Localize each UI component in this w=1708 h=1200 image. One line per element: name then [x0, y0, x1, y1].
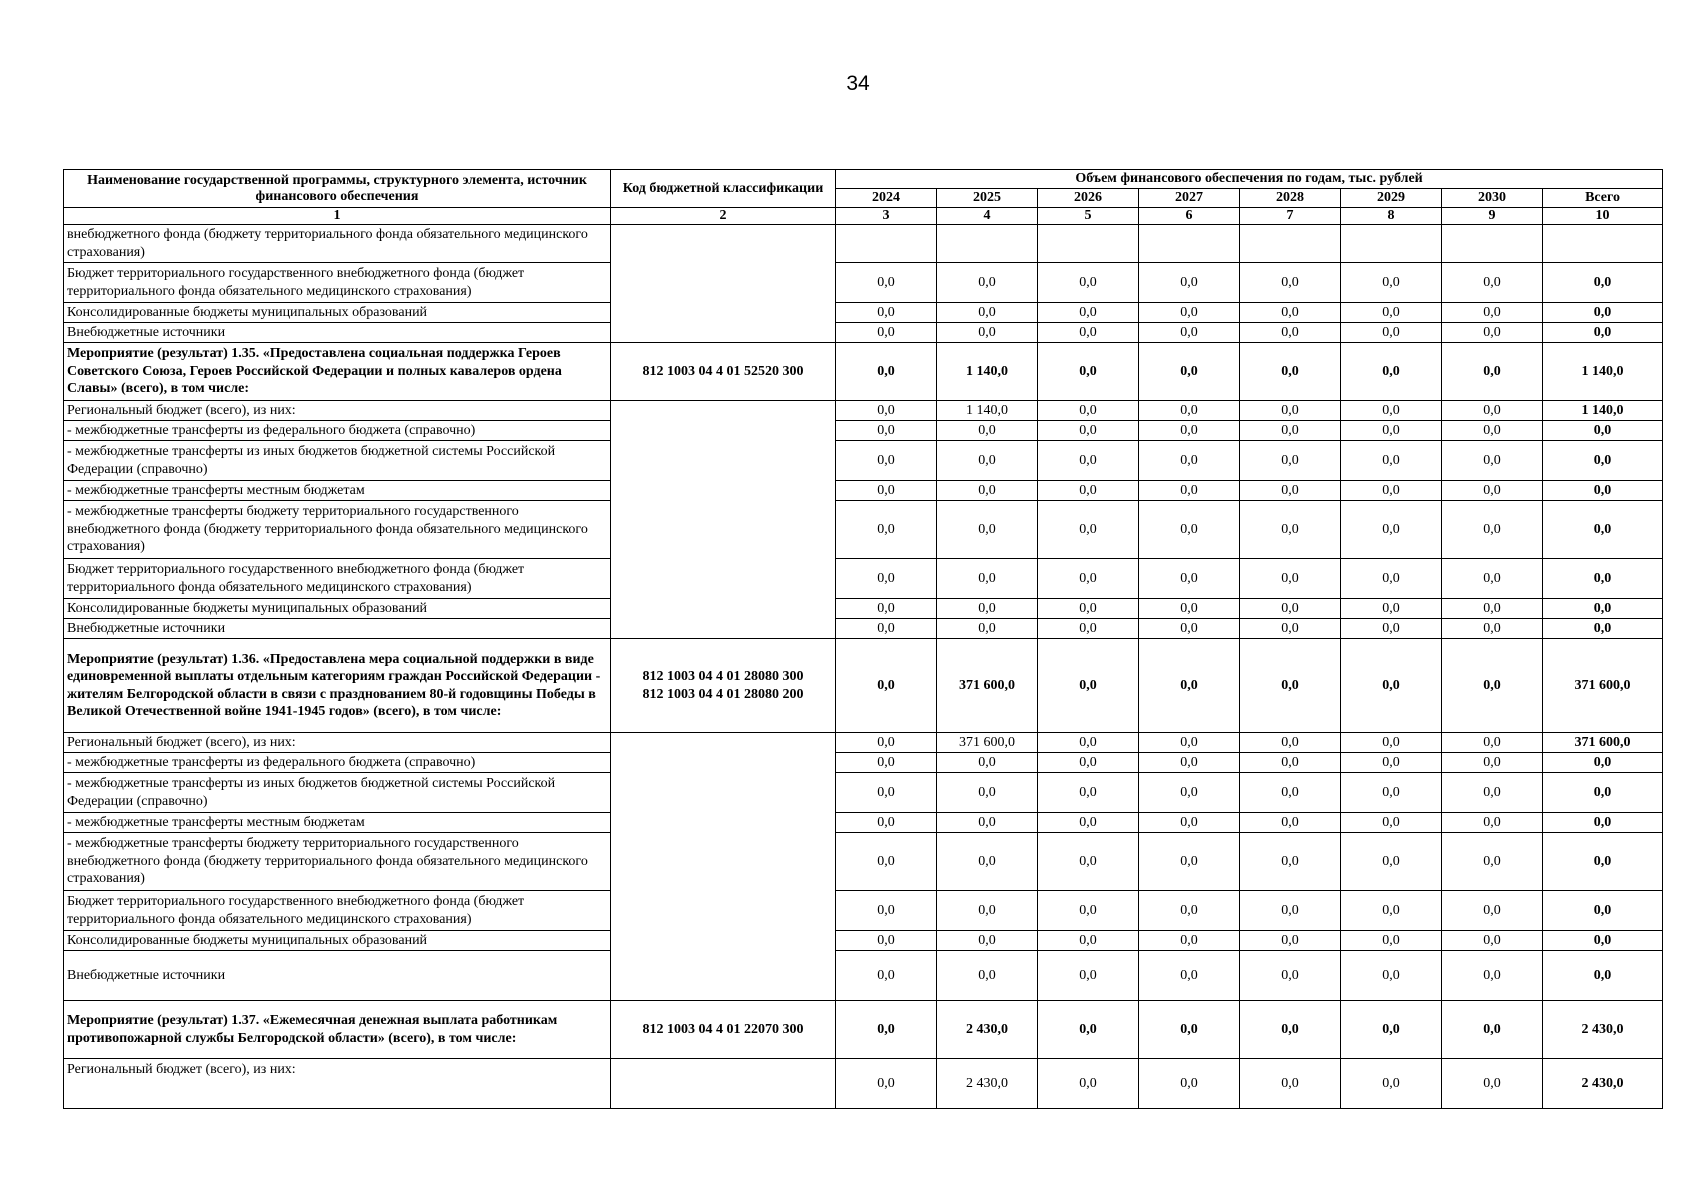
year-value-cell: 0,0	[1139, 323, 1240, 343]
year-value-cell: 0,0	[1038, 813, 1139, 833]
year-value-cell: 0,0	[836, 619, 937, 639]
year-value-cell: 0,0	[1341, 639, 1442, 733]
table-row	[64, 733, 1663, 753]
year-value-cell: 0,0	[1240, 263, 1341, 303]
year-value-cell: 0,0	[1139, 441, 1240, 481]
year-value-cell: 0,0	[937, 323, 1038, 343]
financing-table	[63, 169, 1663, 1109]
header-year: 2028	[1240, 189, 1341, 208]
year-value-cell: 0,0	[1240, 931, 1341, 951]
year-value-cell: 0,0	[836, 733, 937, 753]
source-name-cell: Консолидированные бюджеты муниципальных образований	[64, 303, 611, 323]
total-value-cell: 0,0	[1543, 559, 1663, 599]
year-value-cell: 2 430,0	[937, 1059, 1038, 1109]
year-value-cell: 0,0	[1240, 773, 1341, 813]
year-value-cell: 0,0	[1038, 599, 1139, 619]
column-number: 4	[937, 208, 1038, 225]
year-value-cell: 0,0	[1341, 421, 1442, 441]
total-value-cell: 0,0	[1543, 891, 1663, 931]
total-value-cell: 0,0	[1543, 501, 1663, 559]
year-value-cell: 0,0	[1341, 891, 1442, 931]
year-value-cell: 0,0	[1038, 773, 1139, 813]
year-value-cell: 0,0	[1341, 619, 1442, 639]
event-row	[64, 639, 1663, 733]
total-value-cell: 1 140,0	[1543, 343, 1663, 401]
year-value-cell: 0,0	[1240, 813, 1341, 833]
year-value-cell: 0,0	[836, 263, 937, 303]
year-value-cell: 0,0	[1038, 303, 1139, 323]
year-value-cell: 0,0	[1139, 891, 1240, 931]
year-value-cell: 0,0	[937, 481, 1038, 501]
source-name-cell: - межбюджетные трансферты из федерального бюджета (справочно)	[64, 753, 611, 773]
year-value-cell: 0,0	[937, 263, 1038, 303]
total-value-cell: 371 600,0	[1543, 639, 1663, 733]
table-row	[64, 501, 1663, 559]
column-number: 2	[611, 208, 836, 225]
budget-code-cell-empty	[611, 225, 836, 343]
year-value-cell	[1139, 225, 1240, 263]
column-number: 3	[836, 208, 937, 225]
year-value-cell: 0,0	[836, 753, 937, 773]
year-value-cell: 0,0	[1240, 1059, 1341, 1109]
budget-code-cell-empty	[611, 401, 836, 639]
year-value-cell: 0,0	[937, 599, 1038, 619]
table-row	[64, 401, 1663, 421]
source-name-cell: Бюджет территориального государственного внебюджетного фонда (бюджет территориального фонда обязательного медицинского страхования)	[64, 891, 611, 931]
year-value-cell: 0,0	[937, 931, 1038, 951]
year-value-cell: 0,0	[1341, 931, 1442, 951]
column-number: 9	[1442, 208, 1543, 225]
total-value-cell	[1543, 225, 1663, 263]
total-value-cell: 0,0	[1543, 303, 1663, 323]
year-value-cell: 0,0	[1442, 833, 1543, 891]
year-value-cell: 0,0	[1341, 951, 1442, 1001]
event-name-cell: Мероприятие (результат) 1.35. «Предоставлена социальная поддержка Героев Советского Союза, Героев Российской Федерации и полных кавалеров ордена Славы» (всего), в том числе:	[64, 343, 611, 401]
year-value-cell: 0,0	[1240, 343, 1341, 401]
year-value-cell: 0,0	[1442, 951, 1543, 1001]
year-value-cell: 0,0	[937, 773, 1038, 813]
budget-code-cell: 812 1003 04 4 01 52520 300	[611, 343, 836, 401]
year-value-cell	[1240, 225, 1341, 263]
header-year: 2030	[1442, 189, 1543, 208]
header-year: 2029	[1341, 189, 1442, 208]
year-value-cell: 0,0	[836, 343, 937, 401]
header-volume-column: Объем финансового обеспечения по годам, тыс. рублей	[836, 170, 1663, 189]
year-value-cell: 0,0	[1038, 733, 1139, 753]
year-value-cell: 0,0	[1442, 753, 1543, 773]
year-value-cell: 0,0	[1139, 263, 1240, 303]
total-value-cell: 0,0	[1543, 421, 1663, 441]
column-number: 8	[1341, 208, 1442, 225]
source-name-cell: Региональный бюджет (всего), из них:	[64, 401, 611, 421]
source-name-cell: Региональный бюджет (всего), из них:	[64, 733, 611, 753]
year-value-cell: 0,0	[836, 599, 937, 619]
source-name-cell: Консолидированные бюджеты муниципальных образований	[64, 599, 611, 619]
year-value-cell: 0,0	[1341, 1001, 1442, 1059]
table-row	[64, 559, 1663, 599]
year-value-cell: 0,0	[1240, 441, 1341, 481]
header-year: 2027	[1139, 189, 1240, 208]
year-value-cell: 0,0	[836, 833, 937, 891]
year-value-cell: 0,0	[1341, 481, 1442, 501]
total-value-cell: 0,0	[1543, 599, 1663, 619]
year-value-cell: 0,0	[1139, 303, 1240, 323]
year-value-cell: 0,0	[937, 833, 1038, 891]
year-value-cell: 0,0	[1240, 619, 1341, 639]
year-value-cell: 0,0	[1240, 639, 1341, 733]
source-name-cell: - межбюджетные трансферты из иных бюджетов бюджетной системы Российской Федерации (справочно)	[64, 441, 611, 481]
table-row	[64, 421, 1663, 441]
year-value-cell: 0,0	[1038, 481, 1139, 501]
year-value-cell: 0,0	[1341, 833, 1442, 891]
source-name-cell: - межбюджетные трансферты из иных бюджетов бюджетной системы Российской Федерации (справочно)	[64, 773, 611, 813]
column-number: 5	[1038, 208, 1139, 225]
year-value-cell: 0,0	[1038, 639, 1139, 733]
year-value-cell: 0,0	[836, 773, 937, 813]
source-name-cell: Бюджет территориального государственного внебюджетного фонда (бюджет территориального фонда обязательного медицинского страхования)	[64, 263, 611, 303]
year-value-cell: 0,0	[937, 813, 1038, 833]
year-value-cell: 0,0	[836, 951, 937, 1001]
year-value-cell: 0,0	[1341, 813, 1442, 833]
table-row	[64, 951, 1663, 1001]
year-value-cell: 0,0	[836, 639, 937, 733]
year-value-cell: 0,0	[1038, 1059, 1139, 1109]
header-code-column: Код бюджетной классификации	[611, 170, 836, 208]
event-name-cell: Мероприятие (результат) 1.37. «Ежемесячная денежная выплата работникам противопожарной службы Белгородской области» (всего), в том числе:	[64, 1001, 611, 1059]
table-row	[64, 225, 1663, 263]
year-value-cell: 0,0	[1240, 833, 1341, 891]
year-value-cell: 0,0	[1442, 501, 1543, 559]
year-value-cell: 0,0	[1038, 951, 1139, 1001]
source-name-cell: - межбюджетные трансферты бюджету территориального государственного внебюджетного фонда (бюджету территориального фонда обязательного медицинского страхования)	[64, 833, 611, 891]
table-row	[64, 599, 1663, 619]
year-value-cell: 0,0	[1240, 481, 1341, 501]
year-value-cell: 0,0	[1240, 733, 1341, 753]
year-value-cell: 0,0	[1341, 753, 1442, 773]
year-value-cell: 0,0	[1139, 599, 1240, 619]
year-value-cell: 0,0	[1139, 343, 1240, 401]
table-row	[64, 813, 1663, 833]
total-value-cell: 0,0	[1543, 753, 1663, 773]
year-value-cell	[836, 225, 937, 263]
year-value-cell: 0,0	[1240, 421, 1341, 441]
total-value-cell: 0,0	[1543, 441, 1663, 481]
year-value-cell: 0,0	[1038, 263, 1139, 303]
year-value-cell: 0,0	[1038, 931, 1139, 951]
source-name-cell: Консолидированные бюджеты муниципальных образований	[64, 931, 611, 951]
year-value-cell: 0,0	[1139, 481, 1240, 501]
year-value-cell: 0,0	[1240, 599, 1341, 619]
year-value-cell: 0,0	[1240, 303, 1341, 323]
year-value-cell: 0,0	[1442, 303, 1543, 323]
year-value-cell: 0,0	[1341, 401, 1442, 421]
total-value-cell: 0,0	[1543, 263, 1663, 303]
year-value-cell: 0,0	[1038, 833, 1139, 891]
year-value-cell: 0,0	[1442, 639, 1543, 733]
source-name-cell: - межбюджетные трансферты местным бюджетам	[64, 813, 611, 833]
total-value-cell: 0,0	[1543, 833, 1663, 891]
year-value-cell: 0,0	[836, 401, 937, 421]
header-name-column: Наименование государственной программы, структурного элемента, источник финансового обеспечения	[64, 170, 611, 208]
year-value-cell: 0,0	[937, 501, 1038, 559]
table-row	[64, 441, 1663, 481]
year-value-cell: 2 430,0	[937, 1001, 1038, 1059]
year-value-cell: 0,0	[1341, 303, 1442, 323]
year-value-cell: 0,0	[1341, 733, 1442, 753]
total-value-cell: 2 430,0	[1543, 1001, 1663, 1059]
year-value-cell: 0,0	[1341, 1059, 1442, 1109]
year-value-cell: 0,0	[1038, 891, 1139, 931]
year-value-cell: 0,0	[1442, 1059, 1543, 1109]
budget-code-cell-empty	[611, 733, 836, 1001]
year-value-cell: 0,0	[1442, 1001, 1543, 1059]
source-name-cell: Внебюджетные источники	[64, 619, 611, 639]
total-value-cell: 2 430,0	[1543, 1059, 1663, 1109]
year-value-cell	[1341, 225, 1442, 263]
table-row	[64, 1059, 1663, 1109]
year-value-cell: 0,0	[937, 421, 1038, 441]
year-value-cell: 0,0	[1442, 421, 1543, 441]
year-value-cell: 0,0	[836, 303, 937, 323]
year-value-cell: 0,0	[1240, 401, 1341, 421]
year-value-cell: 0,0	[836, 1001, 937, 1059]
header-year: 2026	[1038, 189, 1139, 208]
year-value-cell: 0,0	[1341, 441, 1442, 481]
year-value-cell: 371 600,0	[937, 639, 1038, 733]
total-value-cell: 0,0	[1543, 481, 1663, 501]
event-row	[64, 343, 1663, 401]
year-value-cell: 0,0	[1139, 401, 1240, 421]
table-body	[64, 225, 1663, 1109]
year-value-cell: 0,0	[1139, 619, 1240, 639]
column-number: 1	[64, 208, 611, 225]
header-year: 2024	[836, 189, 937, 208]
total-value-cell: 0,0	[1543, 773, 1663, 813]
year-value-cell: 0,0	[1139, 559, 1240, 599]
year-value-cell: 0,0	[1341, 559, 1442, 599]
year-value-cell: 0,0	[1341, 263, 1442, 303]
column-number: 7	[1240, 208, 1341, 225]
year-value-cell: 0,0	[1038, 559, 1139, 599]
year-value-cell: 0,0	[1139, 421, 1240, 441]
year-value-cell: 1 140,0	[937, 401, 1038, 421]
table-row	[64, 263, 1663, 303]
column-number: 6	[1139, 208, 1240, 225]
page-number: 34	[846, 72, 870, 95]
year-value-cell: 0,0	[1442, 343, 1543, 401]
year-value-cell: 0,0	[937, 891, 1038, 931]
source-name-cell: - межбюджетные трансферты бюджету территориального государственного внебюджетного фонда (бюджету территориального фонда обязательного медицинского страхования)	[64, 501, 611, 559]
year-value-cell: 1 140,0	[937, 343, 1038, 401]
year-value-cell: 0,0	[1240, 753, 1341, 773]
year-value-cell: 0,0	[1038, 619, 1139, 639]
year-value-cell: 0,0	[1442, 263, 1543, 303]
table-header	[64, 170, 1663, 225]
year-value-cell: 0,0	[836, 501, 937, 559]
table-row	[64, 931, 1663, 951]
event-row	[64, 1001, 1663, 1059]
year-value-cell: 0,0	[1139, 1059, 1240, 1109]
year-value-cell: 0,0	[1341, 323, 1442, 343]
year-value-cell: 0,0	[1038, 401, 1139, 421]
table-row	[64, 323, 1663, 343]
year-value-cell: 0,0	[1341, 343, 1442, 401]
year-value-cell: 0,0	[1442, 323, 1543, 343]
year-value-cell: 0,0	[1442, 733, 1543, 753]
year-value-cell: 0,0	[836, 441, 937, 481]
year-value-cell: 0,0	[1341, 501, 1442, 559]
event-name-cell: Мероприятие (результат) 1.36. «Предоставлена мера социальной поддержки в виде единовременной выплаты отдельным категориям граждан Российской Федерации - жителям Белгородской области в связи с празднованием 80-й годовщины Победы в Великой Отечественной войне 1941-1945 годов» (всего), в том числе:	[64, 639, 611, 733]
year-value-cell: 0,0	[1139, 639, 1240, 733]
year-value-cell: 0,0	[836, 323, 937, 343]
year-value-cell: 0,0	[836, 1059, 937, 1109]
year-value-cell: 0,0	[1038, 441, 1139, 481]
source-name-cell: Региональный бюджет (всего), из них:	[64, 1059, 611, 1109]
year-value-cell: 371 600,0	[937, 733, 1038, 753]
source-name-cell: Внебюджетные источники	[64, 951, 611, 1001]
source-name-cell: Бюджет территориального государственного внебюджетного фонда (бюджет территориального фонда обязательного медицинского страхования)	[64, 559, 611, 599]
year-value-cell: 0,0	[1139, 833, 1240, 891]
year-value-cell: 0,0	[1240, 501, 1341, 559]
year-value-cell: 0,0	[1341, 773, 1442, 813]
year-value-cell: 0,0	[1240, 559, 1341, 599]
year-value-cell: 0,0	[1139, 931, 1240, 951]
year-value-cell: 0,0	[1240, 323, 1341, 343]
column-number: 10	[1543, 208, 1663, 225]
budget-code-cell: 812 1003 04 4 01 22070 300	[611, 1001, 836, 1059]
year-value-cell: 0,0	[1240, 951, 1341, 1001]
year-value-cell: 0,0	[937, 753, 1038, 773]
year-value-cell: 0,0	[1442, 813, 1543, 833]
year-value-cell: 0,0	[1139, 733, 1240, 753]
year-value-cell: 0,0	[937, 303, 1038, 323]
table-row	[64, 481, 1663, 501]
total-value-cell: 371 600,0	[1543, 733, 1663, 753]
year-value-cell: 0,0	[836, 421, 937, 441]
year-value-cell: 0,0	[1442, 773, 1543, 813]
table-row	[64, 619, 1663, 639]
year-value-cell: 0,0	[1139, 501, 1240, 559]
year-value-cell: 0,0	[1139, 753, 1240, 773]
year-value-cell	[937, 225, 1038, 263]
year-value-cell: 0,0	[1442, 619, 1543, 639]
total-value-cell: 1 140,0	[1543, 401, 1663, 421]
total-value-cell: 0,0	[1543, 619, 1663, 639]
year-value-cell: 0,0	[1038, 753, 1139, 773]
budget-code-cell: 812 1003 04 4 01 28080 300 812 1003 04 4 01 28080 200	[611, 639, 836, 733]
year-value-cell: 0,0	[1442, 481, 1543, 501]
total-value-cell: 0,0	[1543, 323, 1663, 343]
year-value-cell: 0,0	[1442, 931, 1543, 951]
year-value-cell: 0,0	[1038, 323, 1139, 343]
table-row	[64, 753, 1663, 773]
year-value-cell: 0,0	[1442, 891, 1543, 931]
year-value-cell: 0,0	[836, 559, 937, 599]
header-total: Всего	[1543, 189, 1663, 208]
year-value-cell: 0,0	[1139, 773, 1240, 813]
year-value-cell: 0,0	[1038, 501, 1139, 559]
year-value-cell: 0,0	[836, 813, 937, 833]
year-value-cell: 0,0	[836, 891, 937, 931]
total-value-cell: 0,0	[1543, 951, 1663, 1001]
table-row	[64, 773, 1663, 813]
year-value-cell: 0,0	[836, 481, 937, 501]
year-value-cell	[1442, 225, 1543, 263]
table-row	[64, 303, 1663, 323]
year-value-cell: 0,0	[1442, 441, 1543, 481]
year-value-cell: 0,0	[1038, 1001, 1139, 1059]
header-column-numbers-row	[64, 208, 1663, 225]
total-value-cell: 0,0	[1543, 813, 1663, 833]
year-value-cell: 0,0	[1240, 1001, 1341, 1059]
source-name-cell: внебюджетного фонда (бюджету территориального фонда обязательного медицинского страхования)	[64, 225, 611, 263]
year-value-cell: 0,0	[836, 931, 937, 951]
year-value-cell: 0,0	[937, 559, 1038, 599]
year-value-cell: 0,0	[1442, 401, 1543, 421]
year-value-cell: 0,0	[937, 441, 1038, 481]
table-row	[64, 833, 1663, 891]
source-name-cell: - межбюджетные трансферты из федерального бюджета (справочно)	[64, 421, 611, 441]
year-value-cell: 0,0	[1139, 951, 1240, 1001]
year-value-cell: 0,0	[1341, 599, 1442, 619]
year-value-cell: 0,0	[1139, 1001, 1240, 1059]
year-value-cell: 0,0	[1038, 421, 1139, 441]
year-value-cell: 0,0	[1240, 891, 1341, 931]
year-value-cell: 0,0	[1442, 599, 1543, 619]
year-value-cell: 0,0	[1038, 343, 1139, 401]
budget-code-cell-empty	[611, 1059, 836, 1109]
year-value-cell: 0,0	[1139, 813, 1240, 833]
source-name-cell: - межбюджетные трансферты местным бюджетам	[64, 481, 611, 501]
header-year: 2025	[937, 189, 1038, 208]
year-value-cell: 0,0	[937, 951, 1038, 1001]
year-value-cell: 0,0	[937, 619, 1038, 639]
year-value-cell: 0,0	[1442, 559, 1543, 599]
total-value-cell: 0,0	[1543, 931, 1663, 951]
year-value-cell	[1038, 225, 1139, 263]
source-name-cell: Внебюджетные источники	[64, 323, 611, 343]
table-row	[64, 891, 1663, 931]
